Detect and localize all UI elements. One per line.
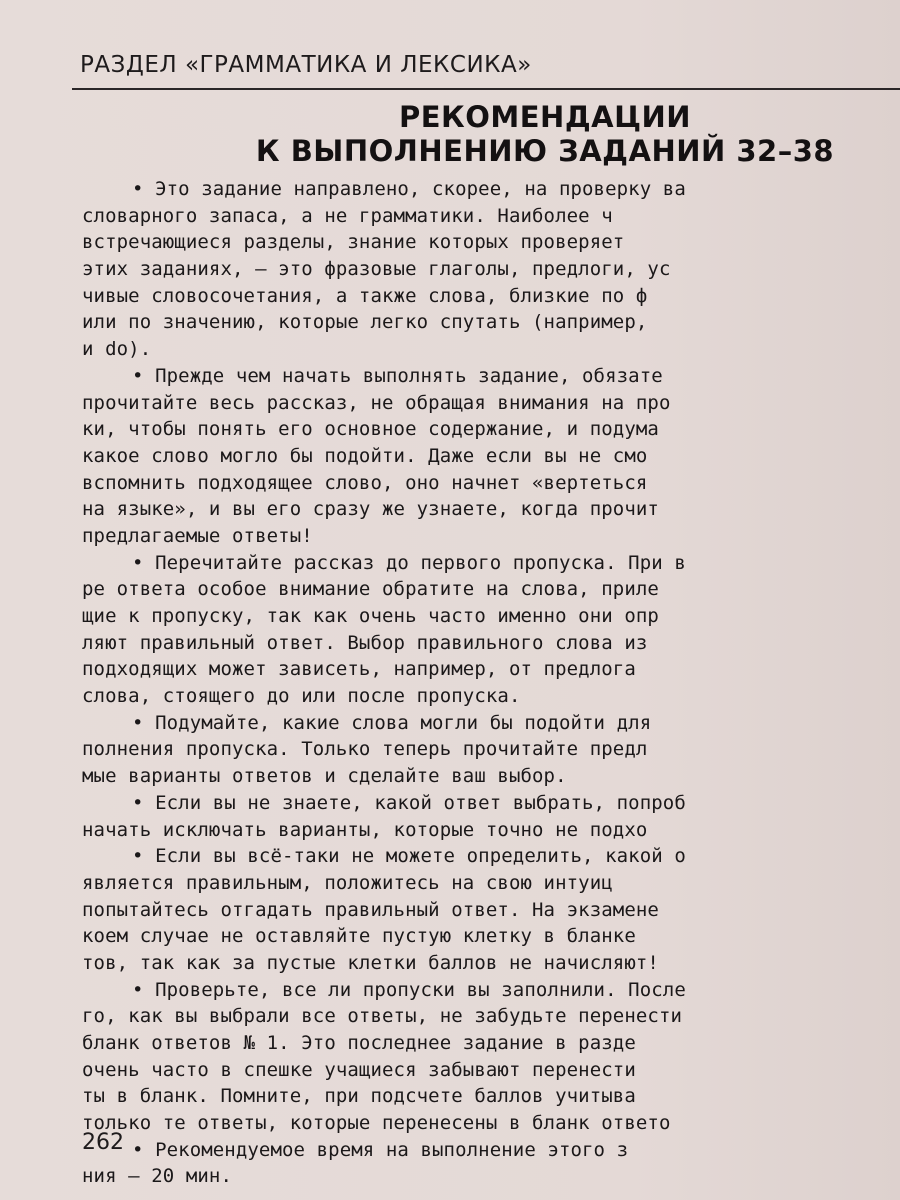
- text-line: ты в бланк. Помните, при подсчете баллов учитыва: [82, 1085, 636, 1108]
- text-line: мые варианты ответов и сделайте ваш выбор.: [82, 765, 567, 788]
- text-line: только те ответы, которые перенесены в бланк ответо: [82, 1112, 671, 1135]
- text-line: и do).: [82, 338, 152, 361]
- text-line: является правильным, положитесь на свою интуиц: [82, 871, 613, 894]
- text-line: встречающиеся разделы, знание которых проверяет: [82, 231, 625, 254]
- title-line-1: РЕКОМЕНДАЦИИ: [398, 100, 692, 134]
- body-text: [82, 176, 900, 1190]
- text-line: этих заданиях, — это фразовые глаголы, предлоги, ус: [82, 258, 671, 281]
- text-line: тов, так как за пустые клетки баллов не начисляют!: [82, 951, 659, 974]
- text-line: • Если вы не знаете, какой ответ выбрать, попроб: [132, 791, 686, 814]
- text-line: ляют правильный ответ. Выбор правильного слова из: [82, 631, 648, 654]
- text-line: на языке», и вы его сразу же узнаете, когда прочит: [82, 498, 659, 521]
- text-line: или по значению, которые легко спутать (например,: [82, 311, 648, 334]
- text-line: щие к пропуску, так как очень часто именно они опр: [82, 605, 659, 627]
- text-line: • Перечитайте рассказ до первого пропуска. При в: [132, 551, 686, 574]
- text-line: предлагаемые ответы!: [82, 524, 313, 547]
- text-line: слова, стоящего до или после пропуска.: [82, 685, 521, 708]
- text-line: ки, чтобы понять его основное содержание, и подума: [82, 418, 659, 441]
- text-line: попытайтесь отгадать правильный ответ. На экзамене: [82, 898, 659, 921]
- text-line: го, как вы выбрали все ответы, не забудьте перенести: [82, 1005, 683, 1028]
- text-line: • Подумайте, какие слова могли бы подойти для: [132, 711, 652, 734]
- text-line: бланк ответов № 1. Это последнее задание в разде: [82, 1032, 636, 1054]
- text-line: • Прежде чем начать выполнять задание, обязате: [132, 364, 663, 387]
- running-head: РАЗДЕЛ «ГРАММАТИКА И ЛЕКСИКА»: [80, 52, 532, 78]
- text-line: • Если вы всё-таки не можете определить, какой о: [132, 845, 686, 868]
- text-line: словарного запаса, а не грамматики. Наиболее ч: [82, 204, 613, 227]
- text-line: чивые словосочетания, а также слова, близкие по ф: [82, 284, 648, 307]
- text-line: • Это задание направлено, скорее, на проверку ва: [132, 178, 686, 200]
- text-line: прочитайте весь рассказ, не обращая внимания на про: [82, 391, 671, 414]
- text-line: вспомнить подходящее слово, оно начнет «вертеться: [82, 471, 648, 494]
- page-number: 262: [82, 1130, 124, 1155]
- text-line: начать исключать варианты, которые точно не подхо: [82, 818, 648, 841]
- text-line: подходящих может зависеть, например, от предлога: [82, 658, 636, 681]
- header-rule: [72, 88, 900, 90]
- text-line: ре ответа особое внимание обратите на слова, приле: [82, 578, 659, 601]
- text-line: • Проверьте, все ли пропуски вы заполнили. После: [132, 978, 686, 1001]
- text-line: полнения пропуска. Только теперь прочитайте предл: [82, 738, 648, 761]
- text-line: ния — 20 мин.: [82, 1165, 233, 1188]
- page-title: [0, 100, 900, 168]
- text-line: • Рекомендуемое время на выполнение этого з: [132, 1138, 629, 1161]
- text-line: коем случае не оставляйте пустую клетку в бланке: [82, 925, 636, 948]
- text-line: какое слово могло бы подойти. Даже если вы не смо: [82, 444, 648, 467]
- title-line-2: К ВЫПОЛНЕНИЮ ЗАДАНИЙ 32–38: [255, 134, 835, 168]
- text-line: очень часто в спешке учащиеся забывают перенести: [82, 1058, 636, 1081]
